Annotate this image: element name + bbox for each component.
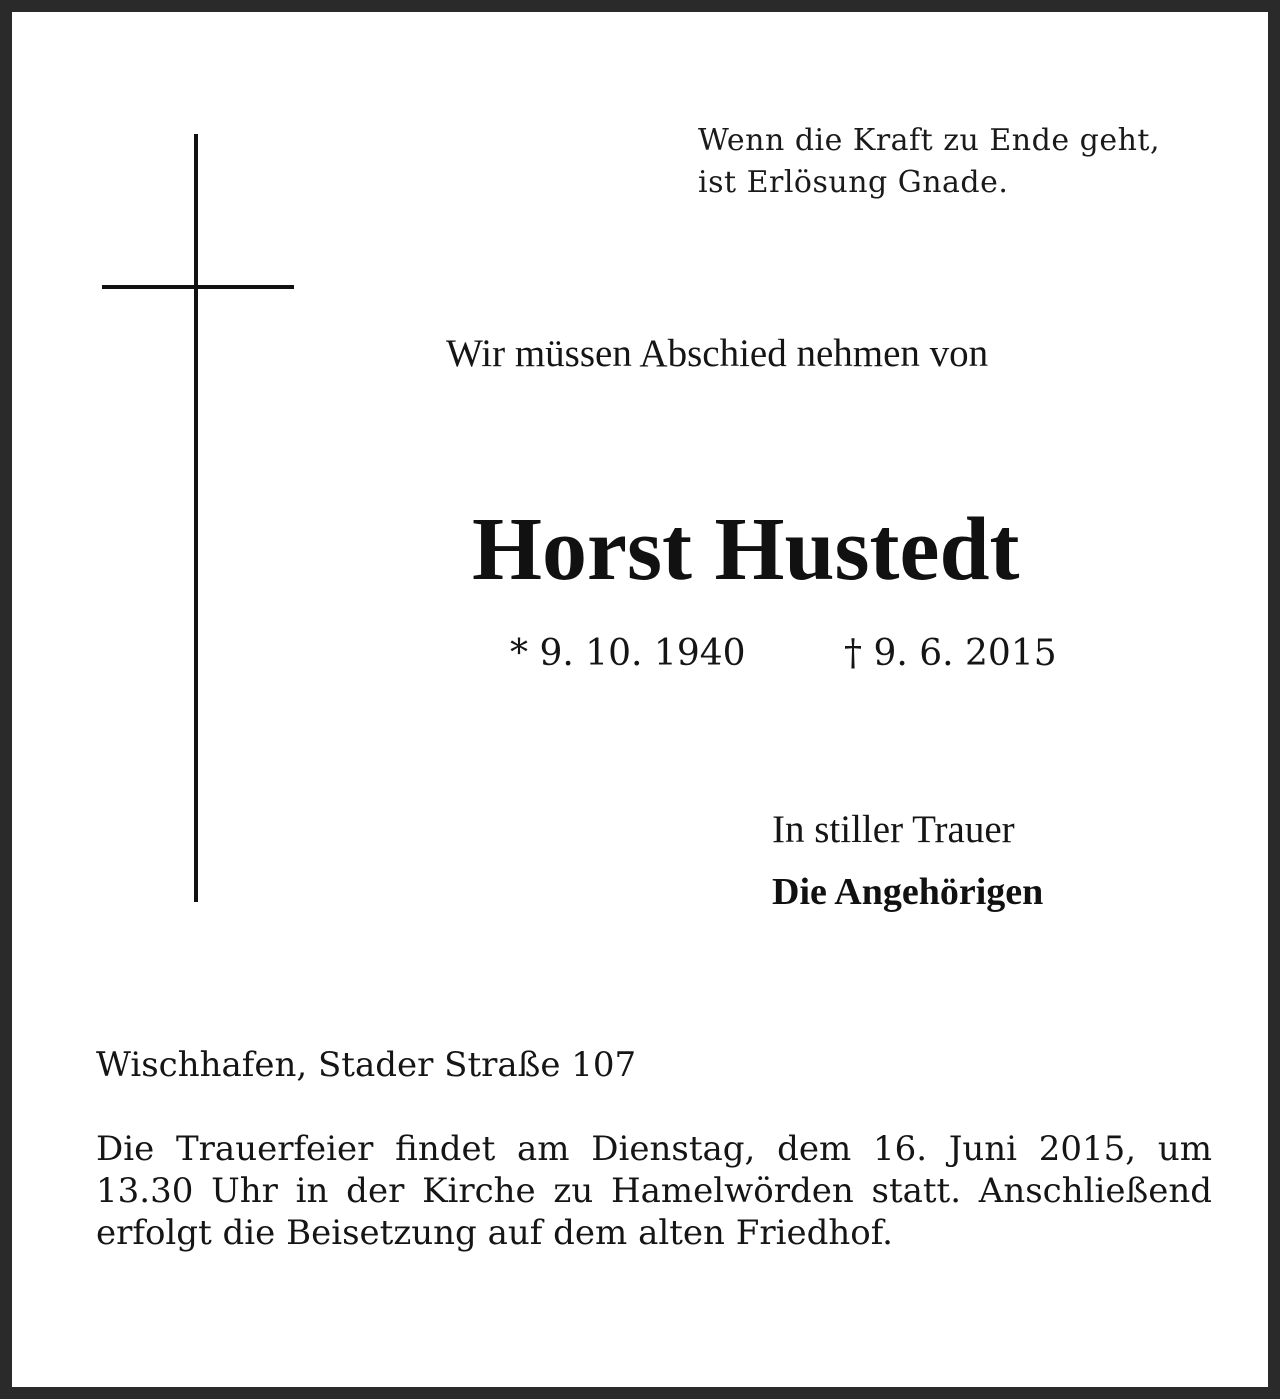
motto-line-1: Wenn die Kraft zu Ende geht, <box>698 123 1160 158</box>
motto-verse <box>698 120 1160 204</box>
motto-line-2: ist Erlösung Gnade. <box>698 165 1009 200</box>
farewell-line: Wir müssen Abschied nehmen von <box>446 332 989 375</box>
relatives-signature: Die Angehörigen <box>772 871 1044 913</box>
cross-icon-vertical-bar <box>194 134 198 902</box>
address-line: Wischhafen, Stader Straße 107 <box>96 1045 637 1085</box>
service-details: Die Trauerfeier findet am Dienstag, dem 16. Juni 2015, um 13.30 Uhr in der Kirche zu Hamelwörden statt. Anschließend erfolgt die Beisetzung auf dem alten Friedhof. <box>96 1129 1212 1253</box>
mourning-phrase: In stiller Trauer <box>772 808 1015 851</box>
birth-date: * 9. 10. 1940 <box>510 633 746 674</box>
cross-icon-horizontal-bar <box>102 285 294 289</box>
deceased-name: Horst Hustedt <box>472 500 1020 599</box>
death-date: † 9. 6. 2015 <box>844 633 1057 674</box>
